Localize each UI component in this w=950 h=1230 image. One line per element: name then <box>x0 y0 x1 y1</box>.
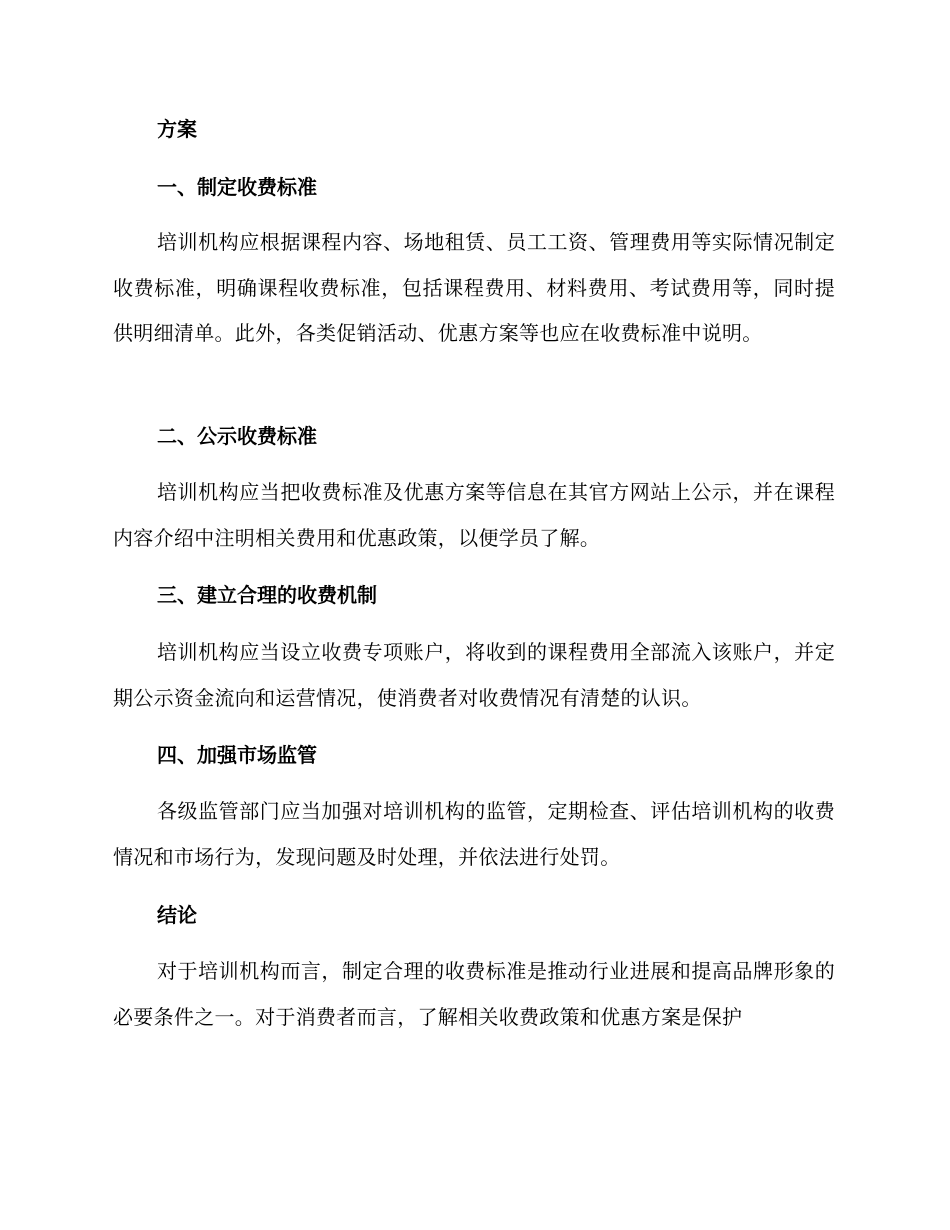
paragraph-conclusion: 对于培训机构而言，制定合理的收费标准是推动行业进展和提高品牌形象的必要条件之一。对于消费者而言，了解相关收费政策和优惠方案是保护 <box>113 959 835 1029</box>
section-heading-plan: 方案 <box>157 117 197 141</box>
paragraph-3: 培训机构应当设立收费专项账户，将收到的课程费用全部流入该账户，并定期公示资金流向和运营情况，使消费者对收费情况有清楚的认识。 <box>113 640 835 710</box>
section-heading-3: 三、建立合理的收费机制 <box>157 583 377 607</box>
section-heading-4: 四、加强市场监管 <box>157 743 317 767</box>
paragraph-4: 各级监管部门应当加强对培训机构的监管，定期检查、评估培训机构的收费情况和市场行为，发现问题及时处理，并依法进行处罚。 <box>113 799 835 869</box>
section-heading-conclusion: 结论 <box>157 903 197 927</box>
section-heading-2: 二、公示收费标准 <box>157 424 317 448</box>
section-heading-1: 一、制定收费标准 <box>157 175 317 199</box>
paragraph-2: 培训机构应当把收费标准及优惠方案等信息在其官方网站上公示，并在课程内容介绍中注明相关费用和优惠政策，以便学员了解。 <box>113 480 835 550</box>
paragraph-1: 培训机构应根据课程内容、场地租赁、员工工资、管理费用等实际情况制定收费标准，明确课程收费标准，包括课程费用、材料费用、考试费用等，同时提供明细清单。此外，各类促销活动、优惠方案等也应在收费标准中说明。 <box>113 230 835 345</box>
